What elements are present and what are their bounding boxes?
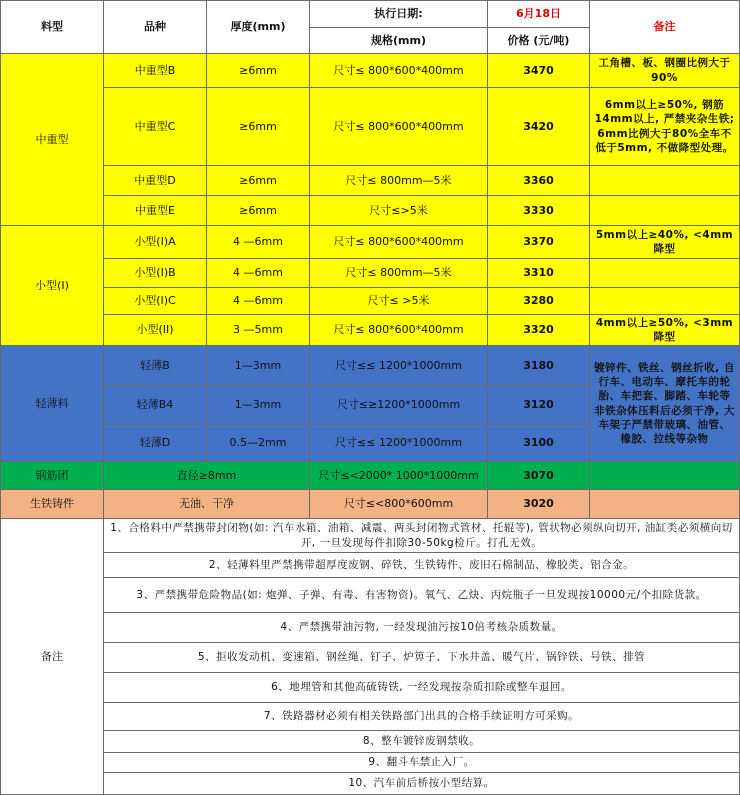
note-item: 9、翻斗车禁止入厂。 xyxy=(104,753,740,773)
group-shengtie: 生铁铸件 xyxy=(0,490,104,519)
spec-cell: 尺寸≤≤ 1200*1000mm xyxy=(310,425,488,462)
spec-cell: 尺寸≤≤ 1200*1000mm xyxy=(310,346,488,386)
variety-cell: 小型(II) xyxy=(104,315,207,346)
price-cell: 3280 xyxy=(488,288,590,315)
gangtuan-desc: 直径≥8mm xyxy=(104,462,310,490)
thickness-cell: ≥6mm xyxy=(207,88,310,166)
note-item: 4、严禁携带油污物, 一经发现油污按10倍考核杂质数量。 xyxy=(104,613,740,643)
price-cell: 3310 xyxy=(488,259,590,288)
variety-cell: 轻薄B xyxy=(104,346,207,386)
thickness-cell: 3 —5mm xyxy=(207,315,310,346)
header-category: 料型 xyxy=(0,0,104,54)
note-item: 10、汽车前后桥按小型结算。 xyxy=(104,773,740,795)
note-item: 3、严禁携带危险物品(如: 炮弹、子弹、有毒、有害物资)。氧气、乙炔、丙烷瓶子一旦发现按10000元/个扣除货款。 xyxy=(104,578,740,613)
group-xiaoxing: 小型(I) xyxy=(0,226,104,346)
variety-cell: 小型(I)A xyxy=(104,226,207,259)
spec-cell: 尺寸≤ 800*600*400mm xyxy=(310,315,488,346)
shengtie-desc: 无油、干净 xyxy=(104,490,310,519)
shengtie-price: 3020 xyxy=(488,490,590,519)
variety-cell: 中重型B xyxy=(104,54,207,88)
thickness-cell: 1—3mm xyxy=(207,386,310,425)
header-remark: 备注 xyxy=(590,0,740,54)
variety-cell: 小型(I)C xyxy=(104,288,207,315)
variety-cell: 中重型C xyxy=(104,88,207,166)
note-item: 7、铁路器材必须有相关铁路部门出具的合格手续证明方可采购。 xyxy=(104,703,740,731)
spec-cell: 尺寸≤ 800mm—5米 xyxy=(310,259,488,288)
header-spec: 规格(mm) xyxy=(310,28,488,54)
thickness-cell: ≥6mm xyxy=(207,196,310,226)
remark-cell xyxy=(590,196,740,226)
header-variety: 品种 xyxy=(104,0,207,54)
remark-cell: 工角槽、板、钢圈比例大于90% xyxy=(590,54,740,88)
remark-cell: 6mm以上≥50%, 钢筋14mm以上, 严禁夹杂生铁; 6mm比例大于80%全车不低于5mm, 不做降型处理。 xyxy=(590,88,740,166)
group-qingbo: 轻薄料 xyxy=(0,346,104,462)
price-cell: 3370 xyxy=(488,226,590,259)
spec-cell: 尺寸≤ 800*600*400mm xyxy=(310,54,488,88)
price-cell: 3180 xyxy=(488,346,590,386)
remark-cell: 镀锌件、铁丝、钢丝折收, 自行车、电动车、摩托车的轮胎、车把套、脚踏、车轮等非铁杂体压料后必须干净, 大车架子严禁带玻璃、油管、橡胶、拉线等杂物 xyxy=(590,346,740,462)
remark-cell: 4mm以上≥50%, <3mm降型 xyxy=(590,315,740,346)
remark-cell xyxy=(590,288,740,315)
price-cell: 3330 xyxy=(488,196,590,226)
remark-cell: 5mm以上≥40%, <4mm降型 xyxy=(590,226,740,259)
header-exec-date: 6月18日 xyxy=(488,0,590,28)
price-cell: 3470 xyxy=(488,54,590,88)
spec-cell: 尺寸≤ 800mm—5米 xyxy=(310,166,488,196)
thickness-cell: 4 —6mm xyxy=(207,226,310,259)
gangtuan-price: 3070 xyxy=(488,462,590,490)
variety-cell: 中重型D xyxy=(104,166,207,196)
variety-cell: 小型(I)B xyxy=(104,259,207,288)
header-price: 价格 (元/吨) xyxy=(488,28,590,54)
price-cell: 3320 xyxy=(488,315,590,346)
note-item: 1、合格料中严禁携带封闭物(如: 汽车水箱、油箱、减震、两头封闭物式管材、托辊等), 管状物必须纵向切开, 油缸类必须横向切开, 一旦发现每件扣除30-50kg检斤。打孔无效。 xyxy=(104,519,740,553)
variety-cell: 轻薄B4 xyxy=(104,386,207,425)
shengtie-remark xyxy=(590,490,740,519)
note-item: 5、拒收发动机、变速箱、钢丝绳、钉子、炉箅子、下水井盖、暖气片、锅锌铁、号铁、排管 xyxy=(104,643,740,673)
spec-cell: 尺寸≤ >5米 xyxy=(310,288,488,315)
variety-cell: 中重型E xyxy=(104,196,207,226)
thickness-cell: 4 —6mm xyxy=(207,288,310,315)
thickness-cell: 1—3mm xyxy=(207,346,310,386)
spec-cell: 尺寸≤>5米 xyxy=(310,196,488,226)
note-item: 2、轻薄料里严禁携带超厚度废钢、碎铁、生铁铸件、废旧石棉制品、橡胶类、铝合金。 xyxy=(104,553,740,578)
price-cell: 3360 xyxy=(488,166,590,196)
note-item: 8、整车镀锌废钢禁收。 xyxy=(104,731,740,753)
group-notes: 备注 xyxy=(0,519,104,795)
spec-cell: 尺寸≤ 800*600*400mm xyxy=(310,88,488,166)
gangtuan-remark xyxy=(590,462,740,490)
note-item: 6、地埋管和其他高硫铸铁, 一经发现按杂质扣除或整车退回。 xyxy=(104,673,740,703)
spec-cell: 尺寸≤≥1200*1000mm xyxy=(310,386,488,425)
header-thickness: 厚度(mm) xyxy=(207,0,310,54)
shengtie-spec: 尺寸≤<800*600mm xyxy=(310,490,488,519)
gangtuan-spec: 尺寸≤<2000* 1000*1000mm xyxy=(310,462,488,490)
thickness-cell: 0.5—2mm xyxy=(207,425,310,462)
group-gangtuan: 钢筋团 xyxy=(0,462,104,490)
thickness-cell: ≥6mm xyxy=(207,54,310,88)
remark-cell xyxy=(590,259,740,288)
group-zhongzhong: 中重型 xyxy=(0,54,104,226)
thickness-cell: 4 —6mm xyxy=(207,259,310,288)
price-cell: 3120 xyxy=(488,386,590,425)
price-cell: 3100 xyxy=(488,425,590,462)
header-exec-date-label: 执行日期: xyxy=(310,0,488,28)
spec-cell: 尺寸≤ 800*600*400mm xyxy=(310,226,488,259)
remark-cell xyxy=(590,166,740,196)
thickness-cell: ≥6mm xyxy=(207,166,310,196)
price-cell: 3420 xyxy=(488,88,590,166)
variety-cell: 轻薄D xyxy=(104,425,207,462)
